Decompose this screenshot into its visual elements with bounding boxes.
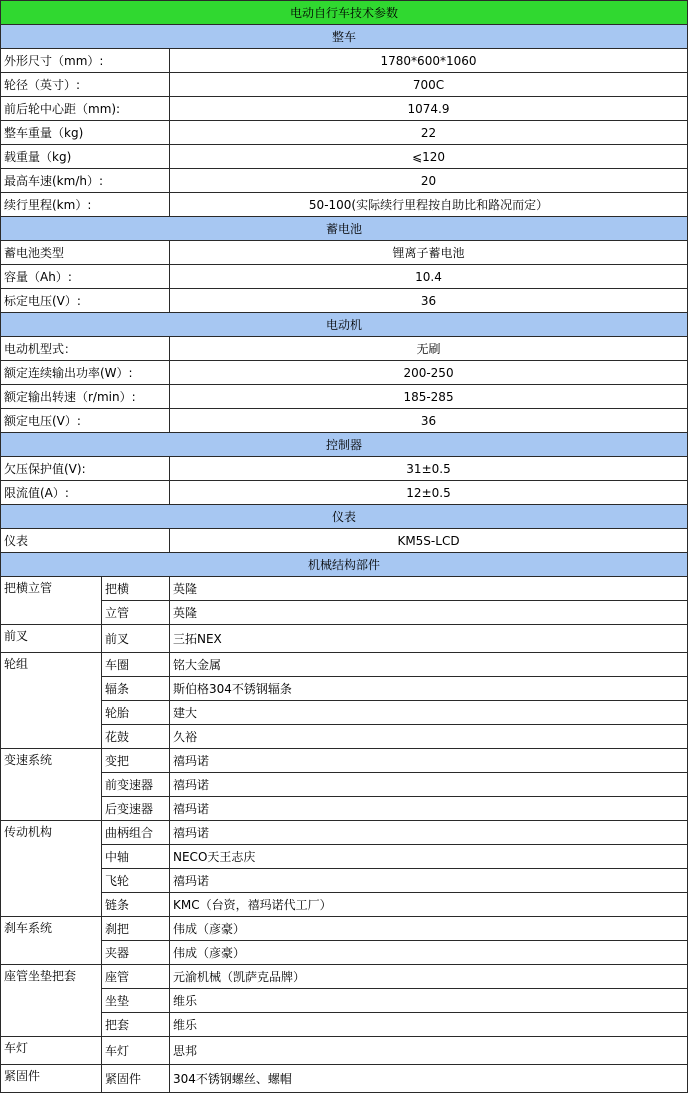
component-group: 车灯 xyxy=(1,1037,102,1065)
component-part: 辐条 xyxy=(102,677,170,701)
section-header-row xyxy=(1,433,688,457)
component-part: 飞轮 xyxy=(102,869,170,893)
spec-row xyxy=(1,385,688,409)
component-brand: 建大 xyxy=(170,701,688,725)
component-group: 把横立管 xyxy=(1,577,102,625)
component-brand: 304不锈钢螺丝、螺帽 xyxy=(170,1065,688,1093)
component-part: 把套 xyxy=(102,1013,170,1037)
component-brand: 维乐 xyxy=(170,1013,688,1037)
spec-value: 无刷 xyxy=(170,337,688,361)
spec-label: 额定连续输出功率(W）: xyxy=(1,361,170,385)
component-part: 前变速器 xyxy=(102,773,170,797)
component-brand: 伟成（彦豪） xyxy=(170,917,688,941)
page-title: 电动自行车技术参数 xyxy=(1,1,688,25)
component-group: 刹车系统 xyxy=(1,917,102,965)
spec-value: 1780*600*1060 xyxy=(170,49,688,73)
component-part: 链条 xyxy=(102,893,170,917)
component-brand: 英隆 xyxy=(170,577,688,601)
component-row xyxy=(1,917,688,941)
spec-row xyxy=(1,193,688,217)
section-title: 电动机 xyxy=(1,313,688,337)
spec-value: 20 xyxy=(170,169,688,193)
spec-value: 36 xyxy=(170,409,688,433)
component-row xyxy=(1,725,688,749)
component-row xyxy=(1,869,688,893)
spec-value: 10.4 xyxy=(170,265,688,289)
spec-label: 电动机型式： xyxy=(1,337,170,361)
component-brand: 维乐 xyxy=(170,989,688,1013)
component-row xyxy=(1,601,688,625)
component-row xyxy=(1,893,688,917)
component-group: 传动机构 xyxy=(1,821,102,917)
section-header-row xyxy=(1,505,688,529)
component-row xyxy=(1,1065,688,1093)
spec-value: KM5S-LCD xyxy=(170,529,688,553)
component-row xyxy=(1,797,688,821)
spec-label: 最高车速(km/h）: xyxy=(1,169,170,193)
spec-value: 31±0.5 xyxy=(170,457,688,481)
component-brand: 思邦 xyxy=(170,1037,688,1065)
spec-label: 轮径（英寸）: xyxy=(1,73,170,97)
component-part: 立管 xyxy=(102,601,170,625)
spec-label: 限流值(A）: xyxy=(1,481,170,505)
section-title: 整车 xyxy=(1,25,688,49)
spec-row xyxy=(1,145,688,169)
spec-value: 1074.9 xyxy=(170,97,688,121)
spec-value: 700C xyxy=(170,73,688,97)
component-group: 紧固件 xyxy=(1,1065,102,1093)
spec-label: 欠压保护值(V): xyxy=(1,457,170,481)
spec-value: 50-100(实际续行里程按自助比和路况而定） xyxy=(170,193,688,217)
spec-label: 前后轮中心距（mm): xyxy=(1,97,170,121)
spec-table-body xyxy=(1,1,688,1093)
component-part: 前叉 xyxy=(102,625,170,653)
spec-value: 22 xyxy=(170,121,688,145)
component-brand: 英隆 xyxy=(170,601,688,625)
component-part: 坐垫 xyxy=(102,989,170,1013)
component-row xyxy=(1,625,688,653)
section-header-row xyxy=(1,217,688,241)
component-brand: 禧玛诺 xyxy=(170,749,688,773)
spec-row xyxy=(1,121,688,145)
component-row xyxy=(1,677,688,701)
spec-label: 标定电压(V）: xyxy=(1,289,170,313)
spec-label: 仪表 xyxy=(1,529,170,553)
spec-row xyxy=(1,73,688,97)
spec-row xyxy=(1,289,688,313)
section-header-row xyxy=(1,25,688,49)
component-row xyxy=(1,941,688,965)
component-part: 刹把 xyxy=(102,917,170,941)
spec-label: 额定输出转速（r/min）: xyxy=(1,385,170,409)
spec-value: 36 xyxy=(170,289,688,313)
spec-value: 200-250 xyxy=(170,361,688,385)
spec-row xyxy=(1,529,688,553)
component-brand: 伟成（彦豪） xyxy=(170,941,688,965)
component-part: 夹器 xyxy=(102,941,170,965)
component-part: 中轴 xyxy=(102,845,170,869)
spec-row xyxy=(1,361,688,385)
component-row xyxy=(1,653,688,677)
component-row xyxy=(1,773,688,797)
spec-row xyxy=(1,457,688,481)
spec-value: ⩽120 xyxy=(170,145,688,169)
spec-row xyxy=(1,265,688,289)
spec-row xyxy=(1,481,688,505)
component-group: 座管坐垫把套 xyxy=(1,965,102,1037)
component-brand: 铭大金属 xyxy=(170,653,688,677)
component-part: 花鼓 xyxy=(102,725,170,749)
component-row xyxy=(1,845,688,869)
component-brand: 三拓NEX xyxy=(170,625,688,653)
component-row xyxy=(1,577,688,601)
component-part: 车圈 xyxy=(102,653,170,677)
component-brand: 禧玛诺 xyxy=(170,797,688,821)
component-part: 曲柄组合 xyxy=(102,821,170,845)
component-brand: NECO天王志庆 xyxy=(170,845,688,869)
spec-row xyxy=(1,337,688,361)
spec-row xyxy=(1,241,688,265)
spec-label: 容量（Ah）: xyxy=(1,265,170,289)
section-title: 控制器 xyxy=(1,433,688,457)
component-part: 把横 xyxy=(102,577,170,601)
component-part: 座管 xyxy=(102,965,170,989)
component-brand: 元渝机械（凯萨克品牌） xyxy=(170,965,688,989)
section-title: 蓄电池 xyxy=(1,217,688,241)
component-row xyxy=(1,1013,688,1037)
component-brand: 久裕 xyxy=(170,725,688,749)
spec-label: 额定电压(V）: xyxy=(1,409,170,433)
spec-row xyxy=(1,49,688,73)
section-header-row xyxy=(1,313,688,337)
component-row xyxy=(1,821,688,845)
spec-row xyxy=(1,169,688,193)
spec-value: 锂离子蓄电池 xyxy=(170,241,688,265)
component-part: 车灯 xyxy=(102,1037,170,1065)
spec-label: 载重量（kg) xyxy=(1,145,170,169)
title-row xyxy=(1,1,688,25)
component-brand: 禧玛诺 xyxy=(170,821,688,845)
component-row xyxy=(1,989,688,1013)
spec-row xyxy=(1,97,688,121)
component-brand: 斯伯格304不锈钢辐条 xyxy=(170,677,688,701)
component-group: 前叉 xyxy=(1,625,102,653)
component-row xyxy=(1,1037,688,1065)
component-group: 变速系统 xyxy=(1,749,102,821)
spec-label: 整车重量（kg) xyxy=(1,121,170,145)
spec-row xyxy=(1,409,688,433)
component-part: 后变速器 xyxy=(102,797,170,821)
component-row xyxy=(1,701,688,725)
component-brand: 禧玛诺 xyxy=(170,773,688,797)
spec-label: 续行里程(km）: xyxy=(1,193,170,217)
section-header-row xyxy=(1,553,688,577)
spec-value: 185-285 xyxy=(170,385,688,409)
component-part: 紧固件 xyxy=(102,1065,170,1093)
component-group: 轮组 xyxy=(1,653,102,749)
component-part: 轮胎 xyxy=(102,701,170,725)
component-row xyxy=(1,749,688,773)
component-part: 变把 xyxy=(102,749,170,773)
section-title: 仪表 xyxy=(1,505,688,529)
section-title: 机械结构部件 xyxy=(1,553,688,577)
spec-value: 12±0.5 xyxy=(170,481,688,505)
spec-label: 外形尺寸（mm）: xyxy=(1,49,170,73)
spec-label: 蓄电池类型 xyxy=(1,241,170,265)
component-brand: KMC（台资，禧玛诺代工厂） xyxy=(170,893,688,917)
component-row xyxy=(1,965,688,989)
component-brand: 禧玛诺 xyxy=(170,869,688,893)
